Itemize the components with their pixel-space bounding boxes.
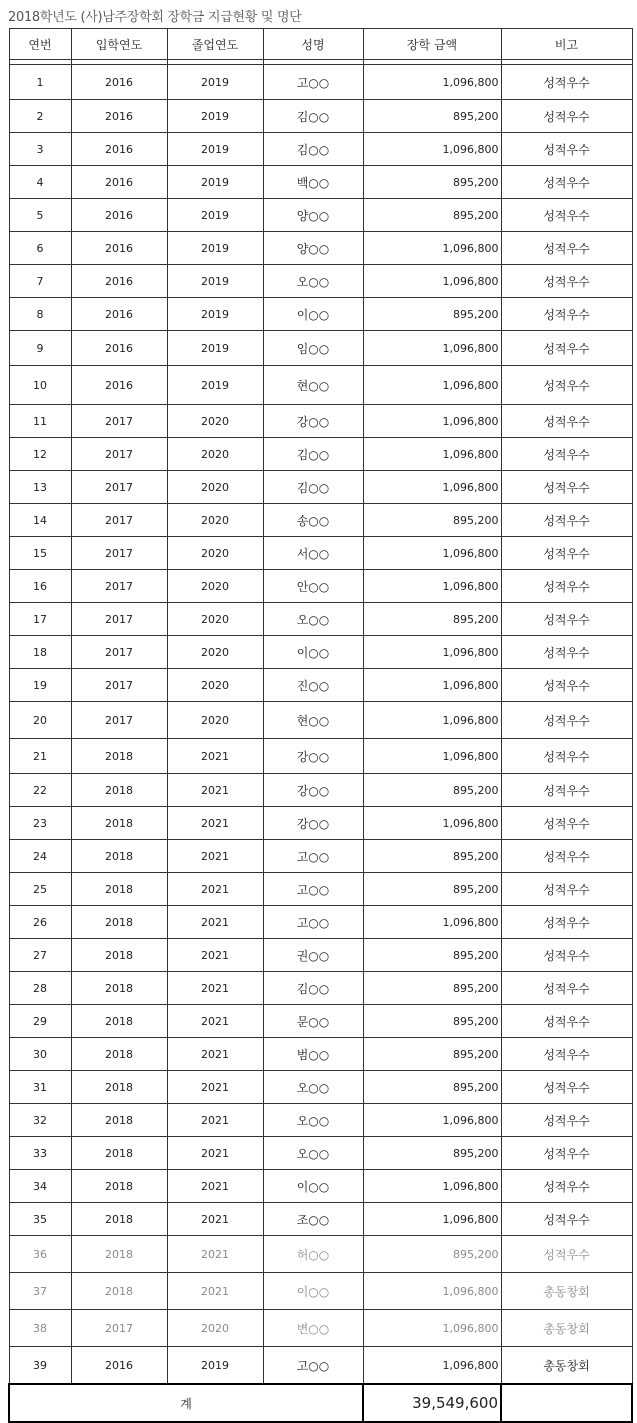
cell-amount: 895,200 — [363, 1071, 501, 1104]
table-row — [9, 1203, 632, 1236]
cell-grad-year: 2021 — [167, 807, 263, 840]
cell-grad-year: 2021 — [167, 873, 263, 906]
header-admit-year: 입학연도 — [71, 29, 167, 60]
cell-grad-year: 2019 — [167, 265, 263, 298]
cell-grad-year: 2020 — [167, 702, 263, 739]
cell-admit-year: 2018 — [71, 807, 167, 840]
cell-amount: 1,096,800 — [363, 65, 501, 100]
cell-admit-year: 2016 — [71, 100, 167, 133]
cell-grad-year: 2021 — [167, 739, 263, 774]
cell-grad-year: 2021 — [167, 1071, 263, 1104]
cell-note: 총동창회 — [501, 1273, 632, 1310]
cell-no: 17 — [9, 603, 71, 636]
cell-name: 양○○ — [263, 199, 363, 232]
cell-amount: 895,200 — [363, 199, 501, 232]
cell-grad-year: 2021 — [167, 1104, 263, 1137]
table-row — [9, 906, 632, 939]
cell-name: 현○○ — [263, 702, 363, 739]
cell-grad-year: 2019 — [167, 331, 263, 366]
cell-no: 9 — [9, 331, 71, 366]
total-row — [9, 1384, 632, 1422]
cell-admit-year: 2018 — [71, 1273, 167, 1310]
cell-name: 오○○ — [263, 1137, 363, 1170]
cell-name: 이○○ — [263, 636, 363, 669]
cell-no: 15 — [9, 537, 71, 570]
table-row — [9, 199, 632, 232]
cell-amount: 1,096,800 — [363, 265, 501, 298]
cell-admit-year: 2018 — [71, 972, 167, 1005]
table-row — [9, 972, 632, 1005]
cell-note: 성적우수 — [501, 702, 632, 739]
cell-amount: 895,200 — [363, 939, 501, 972]
table-row — [9, 774, 632, 807]
cell-amount: 895,200 — [363, 1005, 501, 1038]
table-row — [9, 232, 632, 265]
cell-note: 성적우수 — [501, 1170, 632, 1203]
cell-note: 성적우수 — [501, 972, 632, 1005]
cell-no: 2 — [9, 100, 71, 133]
cell-grad-year: 2019 — [167, 1347, 263, 1385]
cell-no: 29 — [9, 1005, 71, 1038]
cell-note: 성적우수 — [501, 1203, 632, 1236]
cell-name: 김○○ — [263, 100, 363, 133]
cell-admit-year: 2016 — [71, 331, 167, 366]
cell-amount: 895,200 — [363, 504, 501, 537]
cell-no: 19 — [9, 669, 71, 702]
cell-amount: 1,096,800 — [363, 1203, 501, 1236]
cell-admit-year: 2018 — [71, 1005, 167, 1038]
page-title: 2018학년도 (사)남주장학회 장학금 지급현황 및 명단 — [8, 10, 302, 25]
table-row — [9, 504, 632, 537]
table-row — [9, 840, 632, 873]
cell-amount: 895,200 — [363, 166, 501, 199]
cell-name: 이○○ — [263, 298, 363, 331]
cell-admit-year: 2016 — [71, 232, 167, 265]
table-body — [9, 60, 632, 1385]
cell-no: 28 — [9, 972, 71, 1005]
cell-name: 이○○ — [263, 1170, 363, 1203]
cell-amount: 895,200 — [363, 298, 501, 331]
table-row — [9, 570, 632, 603]
cell-no: 26 — [9, 906, 71, 939]
cell-admit-year: 2017 — [71, 1310, 167, 1347]
cell-amount: 1,096,800 — [363, 636, 501, 669]
cell-amount: 895,200 — [363, 873, 501, 906]
cell-note: 성적우수 — [501, 265, 632, 298]
cell-name: 진○○ — [263, 669, 363, 702]
cell-no: 30 — [9, 1038, 71, 1071]
cell-admit-year: 2018 — [71, 939, 167, 972]
cell-no: 8 — [9, 298, 71, 331]
cell-note: 성적우수 — [501, 504, 632, 537]
cell-name: 안○○ — [263, 570, 363, 603]
cell-name: 오○○ — [263, 603, 363, 636]
table-footer — [9, 1384, 632, 1422]
cell-amount: 1,096,800 — [363, 669, 501, 702]
cell-name: 범○○ — [263, 1038, 363, 1071]
cell-note: 총동창회 — [501, 1310, 632, 1347]
cell-note: 성적우수 — [501, 1137, 632, 1170]
cell-note: 성적우수 — [501, 1236, 632, 1273]
cell-note: 총동창회 — [501, 1347, 632, 1385]
cell-admit-year: 2018 — [71, 1104, 167, 1137]
cell-grad-year: 2019 — [167, 232, 263, 265]
cell-name: 허○○ — [263, 1236, 363, 1273]
cell-amount: 1,096,800 — [363, 438, 501, 471]
cell-grad-year: 2021 — [167, 840, 263, 873]
cell-admit-year: 2017 — [71, 636, 167, 669]
cell-no: 4 — [9, 166, 71, 199]
cell-name: 고○○ — [263, 65, 363, 100]
cell-amount: 1,096,800 — [363, 133, 501, 166]
header-grad-year: 졸업연도 — [167, 29, 263, 60]
cell-amount: 1,096,800 — [363, 570, 501, 603]
cell-admit-year: 2018 — [71, 1170, 167, 1203]
cell-name: 오○○ — [263, 1071, 363, 1104]
cell-grad-year: 2020 — [167, 504, 263, 537]
cell-name: 오○○ — [263, 1104, 363, 1137]
cell-note: 성적우수 — [501, 603, 632, 636]
cell-amount: 1,096,800 — [363, 1104, 501, 1137]
cell-admit-year: 2018 — [71, 1071, 167, 1104]
cell-grad-year: 2020 — [167, 438, 263, 471]
cell-no: 38 — [9, 1310, 71, 1347]
cell-note: 성적우수 — [501, 100, 632, 133]
table-row — [9, 100, 632, 133]
cell-amount: 895,200 — [363, 100, 501, 133]
cell-name: 고○○ — [263, 873, 363, 906]
cell-no: 35 — [9, 1203, 71, 1236]
cell-name: 현○○ — [263, 366, 363, 405]
cell-amount: 1,096,800 — [363, 1347, 501, 1385]
cell-note: 성적우수 — [501, 906, 632, 939]
cell-amount: 1,096,800 — [363, 906, 501, 939]
cell-no: 25 — [9, 873, 71, 906]
cell-note: 성적우수 — [501, 166, 632, 199]
cell-note: 성적우수 — [501, 636, 632, 669]
cell-amount: 895,200 — [363, 603, 501, 636]
cell-grad-year: 2021 — [167, 1236, 263, 1273]
cell-name: 강○○ — [263, 405, 363, 438]
cell-name: 조○○ — [263, 1203, 363, 1236]
table-row — [9, 603, 632, 636]
cell-grad-year: 2019 — [167, 166, 263, 199]
cell-admit-year: 2017 — [71, 504, 167, 537]
cell-name: 강○○ — [263, 807, 363, 840]
total-amount: 39,549,600 — [363, 1384, 501, 1422]
header-amount: 장학 금액 — [363, 29, 501, 60]
cell-note: 성적우수 — [501, 873, 632, 906]
cell-admit-year: 2017 — [71, 471, 167, 504]
cell-name: 서○○ — [263, 537, 363, 570]
cell-amount: 1,096,800 — [363, 1310, 501, 1347]
total-note — [501, 1384, 632, 1422]
cell-no: 39 — [9, 1347, 71, 1385]
table-row — [9, 636, 632, 669]
table-row — [9, 739, 632, 774]
cell-no: 33 — [9, 1137, 71, 1170]
cell-name: 오○○ — [263, 265, 363, 298]
cell-admit-year: 2017 — [71, 537, 167, 570]
cell-amount: 1,096,800 — [363, 232, 501, 265]
cell-grad-year: 2021 — [167, 1005, 263, 1038]
cell-no: 7 — [9, 265, 71, 298]
cell-note: 성적우수 — [501, 1005, 632, 1038]
cell-no: 6 — [9, 232, 71, 265]
cell-grad-year: 2021 — [167, 774, 263, 807]
table-row — [9, 807, 632, 840]
cell-amount: 1,096,800 — [363, 331, 501, 366]
cell-note: 성적우수 — [501, 65, 632, 100]
cell-no: 31 — [9, 1071, 71, 1104]
cell-amount: 895,200 — [363, 1236, 501, 1273]
cell-amount: 895,200 — [363, 1137, 501, 1170]
cell-no: 13 — [9, 471, 71, 504]
header-no: 연번 — [9, 29, 71, 60]
cell-amount: 895,200 — [363, 1038, 501, 1071]
scholarship-table — [8, 28, 633, 1423]
table-row — [9, 166, 632, 199]
cell-note: 성적우수 — [501, 739, 632, 774]
header-name: 성명 — [263, 29, 363, 60]
cell-admit-year: 2016 — [71, 298, 167, 331]
cell-grad-year: 2019 — [167, 199, 263, 232]
table-row — [9, 1104, 632, 1137]
cell-name: 임○○ — [263, 331, 363, 366]
cell-note: 성적우수 — [501, 840, 632, 873]
cell-note: 성적우수 — [501, 199, 632, 232]
table-row — [9, 471, 632, 504]
cell-grad-year: 2021 — [167, 1038, 263, 1071]
cell-grad-year: 2020 — [167, 1310, 263, 1347]
cell-grad-year: 2021 — [167, 939, 263, 972]
cell-no: 27 — [9, 939, 71, 972]
cell-note: 성적우수 — [501, 366, 632, 405]
table-row — [9, 939, 632, 972]
cell-admit-year: 2017 — [71, 438, 167, 471]
table-row — [9, 1137, 632, 1170]
cell-no: 22 — [9, 774, 71, 807]
cell-grad-year: 2021 — [167, 1137, 263, 1170]
header-row — [9, 29, 632, 60]
cell-admit-year: 2016 — [71, 1347, 167, 1385]
cell-grad-year: 2021 — [167, 906, 263, 939]
cell-amount: 895,200 — [363, 972, 501, 1005]
cell-name: 고○○ — [263, 1347, 363, 1385]
table-row — [9, 537, 632, 570]
table-row — [9, 265, 632, 298]
cell-admit-year: 2016 — [71, 133, 167, 166]
table-row — [9, 438, 632, 471]
cell-grad-year: 2020 — [167, 570, 263, 603]
cell-no: 16 — [9, 570, 71, 603]
cell-no: 11 — [9, 405, 71, 438]
cell-admit-year: 2018 — [71, 840, 167, 873]
table-row — [9, 65, 632, 100]
cell-no: 3 — [9, 133, 71, 166]
cell-name: 강○○ — [263, 774, 363, 807]
cell-note: 성적우수 — [501, 1038, 632, 1071]
cell-admit-year: 2018 — [71, 1236, 167, 1273]
cell-admit-year: 2016 — [71, 166, 167, 199]
table-row — [9, 1005, 632, 1038]
header-note: 비고 — [501, 29, 632, 60]
cell-grad-year: 2020 — [167, 603, 263, 636]
cell-grad-year: 2019 — [167, 100, 263, 133]
cell-note: 성적우수 — [501, 298, 632, 331]
cell-name: 문○○ — [263, 1005, 363, 1038]
cell-admit-year: 2016 — [71, 199, 167, 232]
cell-amount: 1,096,800 — [363, 702, 501, 739]
cell-admit-year: 2018 — [71, 1038, 167, 1071]
table-row — [9, 298, 632, 331]
cell-grad-year: 2019 — [167, 133, 263, 166]
table-row — [9, 366, 632, 405]
cell-admit-year: 2018 — [71, 774, 167, 807]
table-row — [9, 669, 632, 702]
cell-name: 강○○ — [263, 739, 363, 774]
table-row — [9, 1071, 632, 1104]
cell-no: 20 — [9, 702, 71, 739]
cell-grad-year: 2020 — [167, 636, 263, 669]
cell-note: 성적우수 — [501, 807, 632, 840]
cell-grad-year: 2020 — [167, 537, 263, 570]
cell-no: 34 — [9, 1170, 71, 1203]
table-row — [9, 133, 632, 166]
cell-grad-year: 2019 — [167, 298, 263, 331]
cell-no: 36 — [9, 1236, 71, 1273]
cell-no: 12 — [9, 438, 71, 471]
cell-no: 10 — [9, 366, 71, 405]
cell-admit-year: 2017 — [71, 603, 167, 636]
cell-no: 1 — [9, 65, 71, 100]
cell-amount: 895,200 — [363, 840, 501, 873]
cell-name: 송○○ — [263, 504, 363, 537]
cell-admit-year: 2018 — [71, 1203, 167, 1236]
cell-admit-year: 2017 — [71, 405, 167, 438]
cell-note: 성적우수 — [501, 331, 632, 366]
cell-admit-year: 2018 — [71, 873, 167, 906]
cell-amount: 1,096,800 — [363, 471, 501, 504]
cell-name: 양○○ — [263, 232, 363, 265]
cell-name: 백○○ — [263, 166, 363, 199]
cell-name: 김○○ — [263, 471, 363, 504]
cell-grad-year: 2020 — [167, 405, 263, 438]
cell-no: 37 — [9, 1273, 71, 1310]
cell-no: 21 — [9, 739, 71, 774]
cell-name: 권○○ — [263, 939, 363, 972]
cell-admit-year: 2018 — [71, 1137, 167, 1170]
cell-amount: 1,096,800 — [363, 537, 501, 570]
cell-grad-year: 2021 — [167, 1273, 263, 1310]
cell-name: 변○○ — [263, 1310, 363, 1347]
cell-no: 5 — [9, 199, 71, 232]
table-header — [9, 29, 632, 60]
cell-admit-year: 2017 — [71, 570, 167, 603]
cell-no: 24 — [9, 840, 71, 873]
table-row — [9, 702, 632, 739]
cell-admit-year: 2017 — [71, 669, 167, 702]
cell-note: 성적우수 — [501, 405, 632, 438]
table-row — [9, 1310, 632, 1347]
cell-admit-year: 2018 — [71, 739, 167, 774]
cell-amount: 1,096,800 — [363, 405, 501, 438]
cell-amount: 1,096,800 — [363, 366, 501, 405]
table-row — [9, 1170, 632, 1203]
cell-note: 성적우수 — [501, 774, 632, 807]
cell-admit-year: 2018 — [71, 906, 167, 939]
table-row — [9, 1236, 632, 1273]
table-row — [9, 331, 632, 366]
cell-amount: 1,096,800 — [363, 739, 501, 774]
table-row — [9, 405, 632, 438]
cell-name: 김○○ — [263, 438, 363, 471]
cell-note: 성적우수 — [501, 570, 632, 603]
cell-amount: 1,096,800 — [363, 807, 501, 840]
cell-note: 성적우수 — [501, 471, 632, 504]
table-row — [9, 1273, 632, 1310]
cell-grad-year: 2020 — [167, 669, 263, 702]
cell-note: 성적우수 — [501, 438, 632, 471]
total-label: 계 — [9, 1384, 363, 1422]
cell-no: 18 — [9, 636, 71, 669]
cell-note: 성적우수 — [501, 232, 632, 265]
cell-note: 성적우수 — [501, 939, 632, 972]
cell-note: 성적우수 — [501, 1104, 632, 1137]
cell-name: 김○○ — [263, 972, 363, 1005]
table-row — [9, 1038, 632, 1071]
cell-amount: 1,096,800 — [363, 1273, 501, 1310]
cell-grad-year: 2020 — [167, 471, 263, 504]
cell-no: 14 — [9, 504, 71, 537]
cell-no: 23 — [9, 807, 71, 840]
cell-name: 고○○ — [263, 906, 363, 939]
table-row — [9, 873, 632, 906]
cell-name: 김○○ — [263, 133, 363, 166]
cell-admit-year: 2017 — [71, 702, 167, 739]
cell-admit-year: 2016 — [71, 265, 167, 298]
cell-name: 이○○ — [263, 1273, 363, 1310]
cell-note: 성적우수 — [501, 537, 632, 570]
cell-grad-year: 2019 — [167, 65, 263, 100]
cell-admit-year: 2016 — [71, 366, 167, 405]
cell-grad-year: 2019 — [167, 366, 263, 405]
cell-amount: 1,096,800 — [363, 1170, 501, 1203]
cell-grad-year: 2021 — [167, 1203, 263, 1236]
cell-amount: 895,200 — [363, 774, 501, 807]
cell-grad-year: 2021 — [167, 972, 263, 1005]
cell-grad-year: 2021 — [167, 1170, 263, 1203]
cell-note: 성적우수 — [501, 1071, 632, 1104]
cell-no: 32 — [9, 1104, 71, 1137]
cell-note: 성적우수 — [501, 669, 632, 702]
cell-admit-year: 2016 — [71, 65, 167, 100]
table-row — [9, 1347, 632, 1385]
cell-note: 성적우수 — [501, 133, 632, 166]
cell-name: 고○○ — [263, 840, 363, 873]
